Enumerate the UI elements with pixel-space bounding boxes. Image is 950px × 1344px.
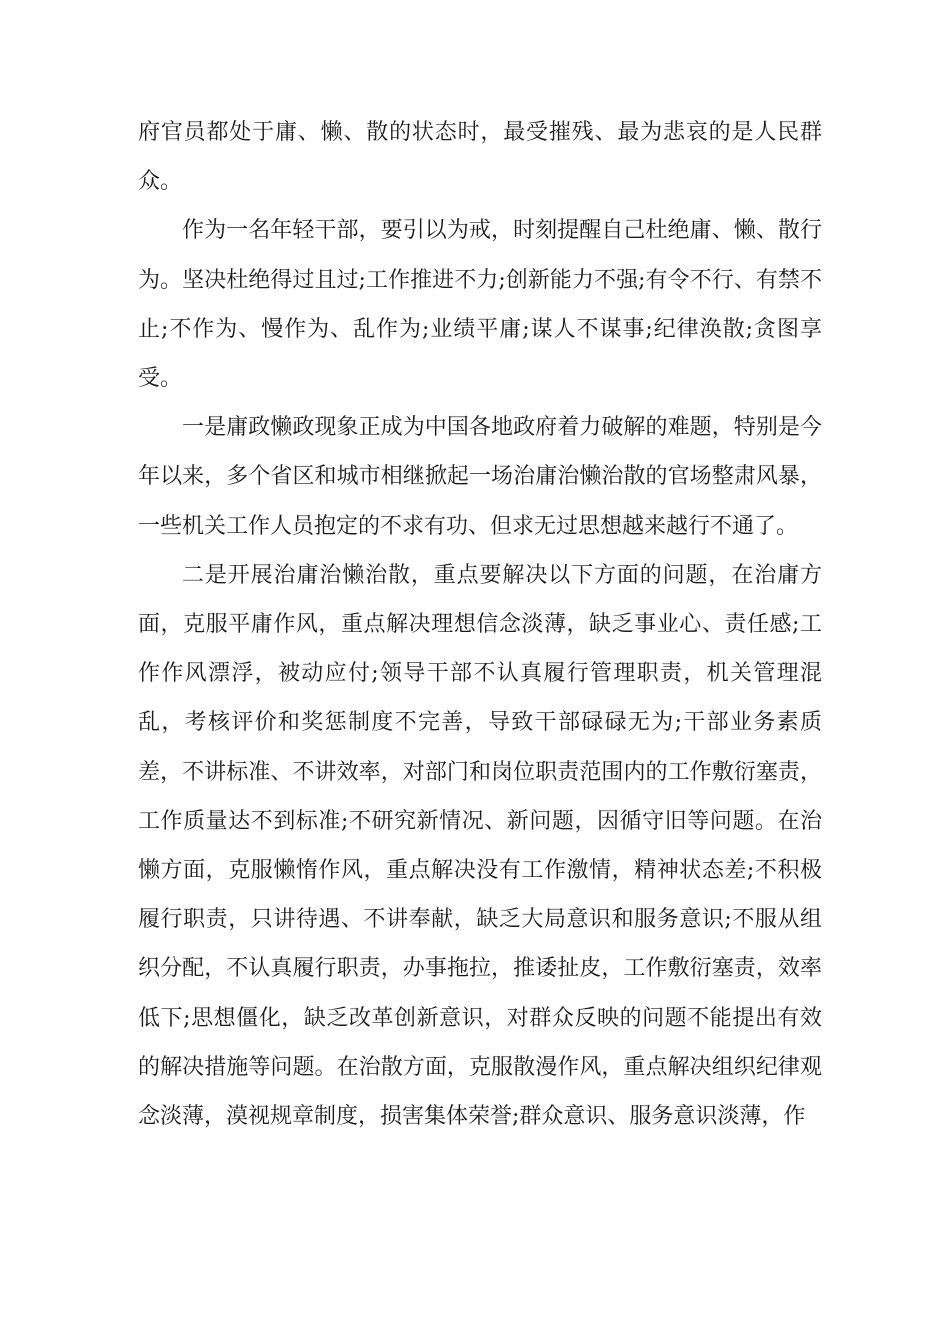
paragraph-3: 一是庸政懒政现象正成为中国各地政府着力破解的难题，特别是今年以来，多个省区和城市相继掀起一场治庸治懒治散的官场整肃风暴，一些机关工作人员抱定的不求有功、但求无过思想越来越行不通了。 xyxy=(138,415,822,539)
paragraph-4: 二是开展治庸治懒治散，重点要解决以下方面的问题，在治庸方面，克服平庸作风，重点解决理想信念淡薄，缺乏事业心、责任感;工作作风漂浮，被动应付;领导干部不认真履行管理职责，机关管理混乱，考核评价和奖惩制度不完善，导致干部碌碌无为;干部业务素质差，不讲标准、不讲效率，对部门和岗位职责范围内的工作敷衍塞责，工作质量达不到标准;不研究新情况、新问题，因循守旧等问题。在治懒方面，克服懒惰作风，重点解决没有工作激情，精神状态差;不积极履行职责，只讲待遇、不讲奉献，缺乏大局意识和服务意识;不服从组织分配，不认真履行职责，办事拖拉，推诿扯皮，工作敷衍塞责，效率低下;思想僵化，缺乏改革创新意识，对群众反映的问题不能提出有效的解决措施等问题。在治散方面，克服散漫作风，重点解决组织纪律观念淡薄，漠视规章制度，损害集体荣誉;群众意识、服务意识淡薄，作 xyxy=(138,562,822,1130)
paragraph-2: 作为一名年轻干部，要引以为戒，时刻提醒自己杜绝庸、懒、散行为。坚决杜绝得过且过;工作推进不力;创新能力不强;有令不行、有禁不止;不作为、慢作为、乱作为;业绩平庸;谋人不谋事;纪律涣散;贪图享受。 xyxy=(138,218,822,392)
paragraph-1: 府官员都处于庸、懒、散的状态时，最受摧残、最为悲哀的是人民群众。 xyxy=(138,120,822,195)
document-body xyxy=(138,108,822,1141)
